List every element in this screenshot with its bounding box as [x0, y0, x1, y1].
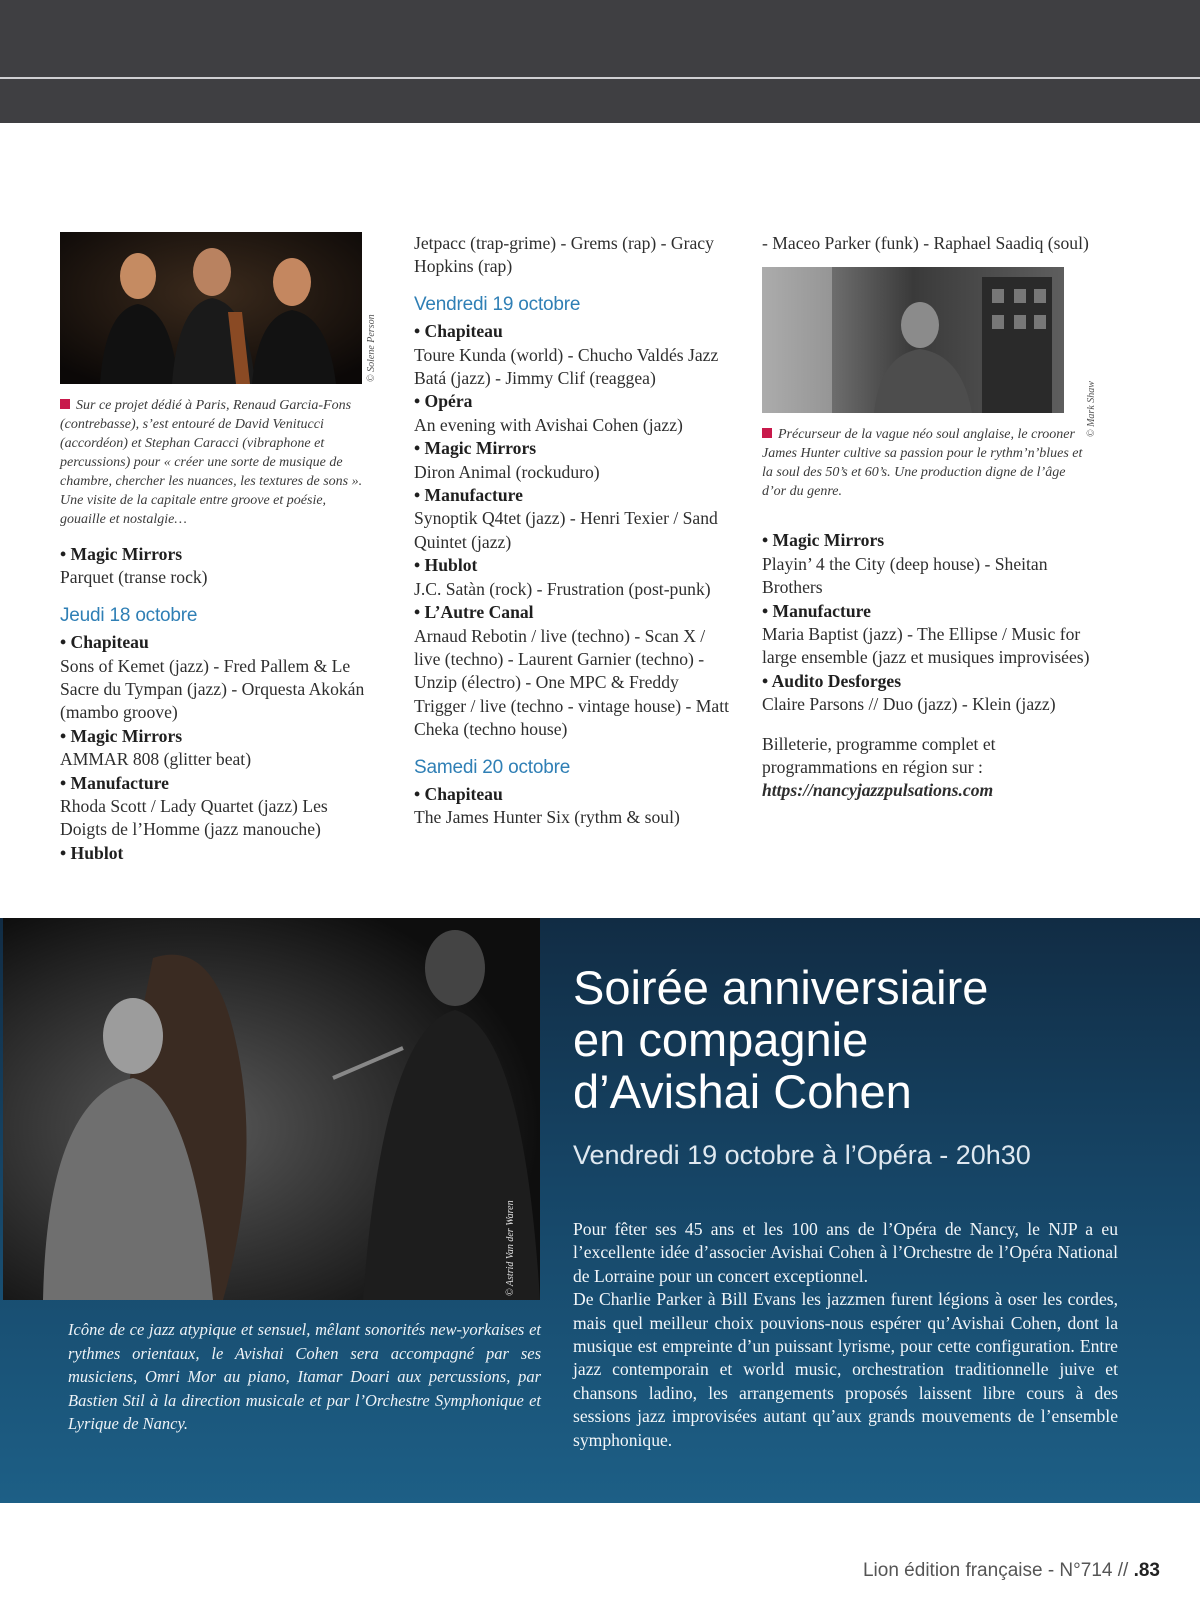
venue-heading: • Magic Mirrors — [414, 438, 537, 459]
venue-heading: • Magic Mirrors — [60, 725, 183, 746]
magazine-issue: Lion édition française - N°714 // — [862, 1560, 1134, 1581]
day-heading: Vendredi 19 octobre — [414, 293, 581, 315]
venue-heading: • Chapiteau — [414, 783, 503, 804]
feature-title-line: en compagnie — [573, 1013, 869, 1066]
photo-credit-2: © Mark Shaw — [1086, 381, 1097, 437]
page-footer — [863, 1560, 1160, 1582]
venue-heading: • Manufacture — [414, 485, 523, 506]
feature-paragraph: De Charlie Parker à Bill Evans les jazzmen furent légions à oser les cordes, mais quel meilleur choix pouvions-nous espérer qu’Avishai Cohen, dont la musique est empreinte d’un puissant lyrisme, pour cette configuration. Entre jazz contemporain et world music, orchestration traditionnelle juive et chansons ladino, les arrangements proposés laissent libre cours à des sessions jazz improvisées autant qu’aux grands mouvements de l’ensemble symphonique. — [573, 1289, 1118, 1450]
feature-paragraph: Pour fêter ses 45 ans et les 100 ans de l’Opéra de Nancy, le NJP a eu l’excellente idée d’associer Avishai Cohen à l’Orchestre de l’Opéra National de Lorraine pour un concert exceptionnel. — [573, 1219, 1118, 1286]
trio-photo-art — [60, 232, 362, 384]
caption-marker — [60, 399, 70, 409]
venue-acts: An evening with Avishai Cohen (jazz) — [414, 414, 683, 435]
concert-photo — [3, 918, 540, 1300]
feature-subtitle: Vendredi 19 octobre à l’Opéra - 20h30 — [573, 1140, 1031, 1170]
caption-text: Sur ce projet dédié à Paris, Renaud Garcia-Fons (contrebasse), s’est entouré de David Venitucci (accordéon) et Stephan Caracci (vibraphone et percussions) pour « créer une sorte de musique de chambre, chercher les nuances, les textures de sons ». Une visite de la capitale entre groove et poésie, gouaille et nostalgie… — [60, 398, 363, 527]
venue-acts: Sons of Kemet (jazz) - Fred Pallem & Le Sacre du Tympan (jazz) - Orquesta Akokán (mambo groove) — [60, 655, 365, 723]
column-1 — [60, 232, 375, 865]
lead-acts: - Maceo Parker (funk) - Raphael Saadiq (soul) — [762, 233, 1089, 253]
day-heading: Samedi 20 octobre — [414, 756, 571, 778]
festival-link[interactable]: https://nancyjazzpulsations.com — [762, 780, 994, 801]
venue-heading: • Magic Mirrors — [60, 544, 183, 564]
trio-photo — [60, 232, 362, 384]
caption-marker — [762, 428, 772, 438]
venue-heading: • Manufacture — [60, 772, 169, 793]
photo-caption-1 — [60, 396, 375, 529]
crooner-photo — [762, 267, 1064, 413]
concert-photo-art — [3, 918, 540, 1300]
venue-acts: Diron Animal (rockuduro) — [414, 461, 600, 482]
feature-title-line: d’Avishai Cohen — [573, 1065, 912, 1118]
column-3 — [762, 232, 1097, 803]
venue-acts: Synoptik Q4tet (jazz) - Henri Texier / Sand Quintet (jazz) — [414, 508, 718, 552]
venue-heading: • L’Autre Canal — [414, 602, 534, 623]
caption-text: Précurseur de la vague néo soul anglaise, le crooner James Hunter cultive sa passion pour le rythm’n’blues et la soul des 50’s et 60’s. Une production digne de l’âge d’or du genre. — [762, 427, 1083, 500]
header-band — [0, 0, 1200, 123]
venue-heading: • Magic Mirrors — [762, 530, 885, 551]
day-heading: Jeudi 18 octobre — [60, 604, 198, 626]
concert-caption: Icône de ce jazz atypique et sensuel, mêlant sonorités new-yorkaises et rythmes orientaux, le Avishai Cohen sera accompagné par ses musiciens, Omri Mor au piano, Itamar Doari aux percussions, par Bastien Stil à la direction musicale et par l’Orchestre Symphonique et Lyrique de Nancy. — [68, 1320, 541, 1433]
header-rule — [0, 77, 1200, 79]
venue-heading: • Chapiteau — [60, 632, 149, 653]
venue-heading: • Chapiteau — [414, 321, 503, 342]
feature-title-line: Soirée anniversiaire — [573, 961, 989, 1014]
photo-credit-3: © Astrid Van der Waren — [505, 1200, 516, 1296]
venue-heading: • Audito Desforges — [762, 670, 902, 691]
crooner-photo-art — [762, 267, 1064, 413]
photo-credit-1: © Solene Person — [366, 314, 377, 382]
venue-acts: The James Hunter Six (rythm & soul) — [414, 807, 680, 828]
feature-title — [573, 962, 1173, 1118]
column-2 — [414, 232, 729, 830]
venue-acts: Playin’ 4 the City (deep house) - Sheitan Brothers — [762, 553, 1048, 598]
venue-acts: Toure Kunda (world) - Chucho Valdés Jazz Batá (jazz) - Jimmy Clif (reaggea) — [414, 344, 719, 389]
venue-acts: J.C. Satàn (rock) - Frustration (post-punk) — [414, 578, 711, 599]
venue-acts: Arnaud Rebotin / live (techno) - Scan X / live (techno) - Laurent Garnier (techno) - Unzip (électro) - One MPC & Freddy Trigger / live (techno - vintage house) - Matt Cheka (techno house) — [414, 625, 729, 740]
venue-acts: Parquet (transe rock) — [60, 567, 208, 588]
venue-acts: Claire Parsons // Duo (jazz) - Klein (jazz) — [762, 694, 1056, 715]
venue-heading: • Hublot — [60, 842, 124, 863]
feature-banner — [0, 918, 1200, 1503]
venue-heading: • Hublot — [414, 555, 478, 576]
venue-acts: Maria Baptist (jazz) - The Ellipse / Music for large ensemble (jazz et musiques improvisées) — [762, 624, 1090, 668]
feature-body — [573, 1218, 1118, 1452]
venue-heading: • Opéra — [414, 391, 473, 412]
lead-acts: Jetpacc (trap-grime) - Grems (rap) - Gracy Hopkins (rap) — [414, 233, 714, 277]
page-number: .83 — [1133, 1560, 1160, 1581]
ticket-info: Billeterie, programme complet et programmations en région sur : — [762, 733, 996, 778]
venue-acts: AMMAR 808 (glitter beat) — [60, 749, 252, 770]
venue-acts: Rhoda Scott / Lady Quartet (jazz) Les Doigts de l’Homme (jazz manouche) — [60, 796, 328, 840]
photo-caption-2 — [762, 425, 1092, 501]
venue-heading: • Manufacture — [762, 600, 871, 621]
